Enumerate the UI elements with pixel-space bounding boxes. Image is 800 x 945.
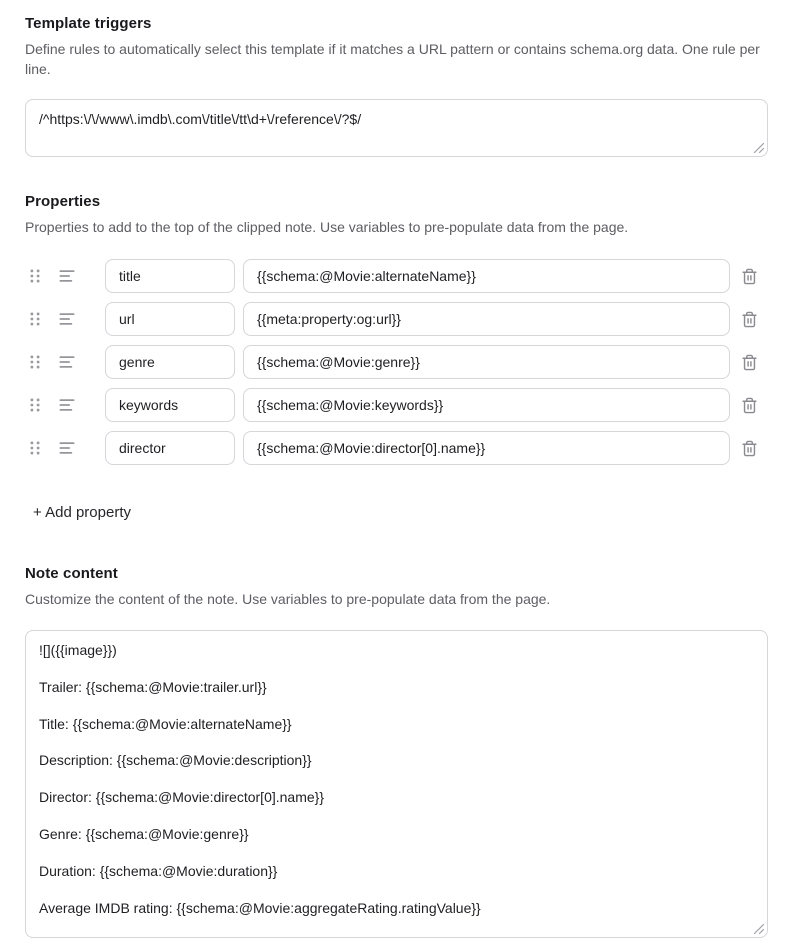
section-template-triggers <box>25 14 768 157</box>
property-name-input[interactable] <box>105 345 235 379</box>
trash-icon <box>741 353 758 372</box>
property-row <box>25 259 768 293</box>
property-row <box>25 345 768 379</box>
property-name-input[interactable] <box>105 388 235 422</box>
delete-property-button[interactable] <box>741 352 759 372</box>
property-value-input[interactable] <box>243 431 730 465</box>
resize-handle-icon[interactable] <box>753 923 765 935</box>
section-properties <box>25 192 768 522</box>
template-triggers-heading: Template triggers <box>25 15 152 32</box>
properties-heading: Properties <box>25 193 101 210</box>
delete-property-button[interactable] <box>741 395 759 415</box>
text-lines-icon <box>58 396 76 414</box>
trash-icon <box>741 267 758 286</box>
template-triggers-description: Define rules to automatically select this template if it matches a URL pattern or contains schema.org data. One rule per line. <box>25 41 760 77</box>
note-content-description: Customize the content of the note. Use variables to pre-populate data from the page. <box>25 591 551 607</box>
property-value-input[interactable] <box>243 259 730 293</box>
drag-handle-icon[interactable] <box>29 354 41 370</box>
property-type-button[interactable] <box>58 267 76 285</box>
text-lines-icon <box>58 267 76 285</box>
trash-icon <box>741 396 758 415</box>
property-name-input[interactable] <box>105 431 235 465</box>
text-lines-icon <box>58 439 76 457</box>
property-type-button[interactable] <box>58 439 76 457</box>
property-type-button[interactable] <box>58 396 76 414</box>
property-type-button[interactable] <box>58 310 76 328</box>
drag-handle-icon[interactable] <box>29 268 41 284</box>
property-value-input[interactable] <box>243 302 730 336</box>
resize-handle-icon[interactable] <box>753 142 765 154</box>
property-row <box>25 302 768 336</box>
property-type-button[interactable] <box>58 353 76 371</box>
delete-property-button[interactable] <box>741 438 759 458</box>
drag-handle-icon[interactable] <box>29 397 41 413</box>
trash-icon <box>741 439 758 458</box>
text-lines-icon <box>58 353 76 371</box>
note-content-input[interactable] <box>25 630 768 938</box>
property-name-input[interactable] <box>105 259 235 293</box>
drag-handle-icon[interactable] <box>29 440 41 456</box>
property-value-input[interactable] <box>243 388 730 422</box>
trash-icon <box>741 310 758 329</box>
note-content-heading: Note content <box>25 565 118 582</box>
add-property-button[interactable]: + Add property <box>33 504 131 521</box>
delete-property-button[interactable] <box>741 309 759 329</box>
delete-property-button[interactable] <box>741 266 759 286</box>
property-value-input[interactable] <box>243 345 730 379</box>
property-name-input[interactable] <box>105 302 235 336</box>
template-triggers-input[interactable] <box>25 99 768 157</box>
drag-handle-icon[interactable] <box>29 311 41 327</box>
property-row <box>25 431 768 465</box>
text-lines-icon <box>58 310 76 328</box>
properties-description: Properties to add to the top of the clipped note. Use variables to pre-populate data from the page. <box>25 219 629 235</box>
property-rows <box>25 259 768 465</box>
property-row <box>25 388 768 422</box>
section-note-content <box>25 564 768 938</box>
